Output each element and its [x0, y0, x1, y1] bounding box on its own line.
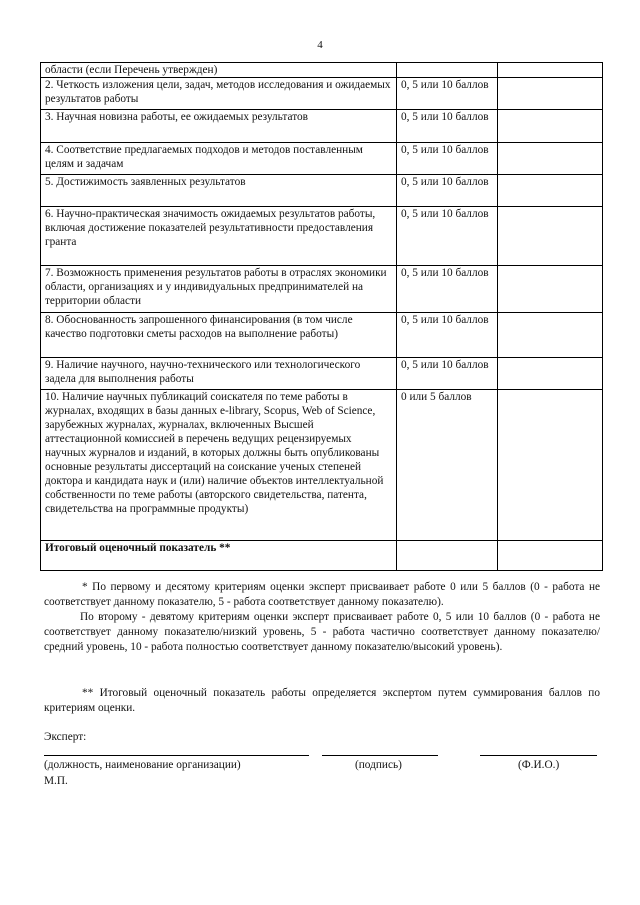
signature-caption: (подпись) — [355, 759, 402, 771]
score-cell: 0, 5 или 10 баллов — [397, 78, 498, 110]
table-row — [41, 143, 603, 175]
table-row — [41, 110, 603, 143]
page-number: 4 — [317, 39, 323, 51]
criterion-cell: 4. Соответствие предлагаемых подходов и методов поставленным целям и задачам — [41, 143, 397, 175]
expert-score-cell — [498, 78, 603, 110]
expert-score-cell — [498, 207, 603, 266]
name-line — [480, 755, 597, 756]
table-row — [41, 175, 603, 207]
score-cell — [397, 63, 498, 78]
criterion-cell: 5. Достижимость заявленных результатов — [41, 175, 397, 207]
score-cell: 0, 5 или 10 баллов — [397, 207, 498, 266]
expert-score-cell — [498, 175, 603, 207]
criterion-cell: 7. Возможность применения результатов работы в отраслях экономики области, организациях и у индивидуальных предпринимателей на территории области — [41, 266, 397, 313]
expert-score-cell — [498, 390, 603, 541]
signature-line — [322, 755, 438, 756]
expert-score-cell — [498, 266, 603, 313]
total-score-cell — [397, 541, 498, 571]
table-row — [41, 207, 603, 266]
footnote-total: ** Итоговый оценочный показатель работы определяется экспертом путем суммирования баллов по критериям оценки. — [44, 687, 600, 714]
score-cell: 0, 5 или 10 баллов — [397, 313, 498, 358]
score-cell: 0, 5 или 10 баллов — [397, 110, 498, 143]
table-row — [41, 390, 603, 541]
score-cell: 0, 5 или 10 баллов — [397, 358, 498, 390]
score-cell: 0, 5 или 10 баллов — [397, 266, 498, 313]
total-expert-cell — [498, 541, 603, 571]
total-label: Итоговый оценочный показатель ** — [41, 541, 397, 571]
criterion-cell: 9. Наличие научного, научно-технического или технологического задела для выполнения работы — [41, 358, 397, 390]
expert-label: Эксперт: — [44, 731, 87, 743]
footnote-total-block — [44, 686, 600, 716]
table-row — [41, 358, 603, 390]
criterion-cell: области (если Перечень утвержден) — [41, 63, 397, 78]
criterion-cell: 6. Научно-практическая значимость ожидаемых результатов работы, включая достижение показателей результативности предоставления гранта — [41, 207, 397, 266]
total-row — [41, 541, 603, 571]
expert-score-cell — [498, 63, 603, 78]
table-row — [41, 313, 603, 358]
footnote-second-ninth: По второму - девятому критериям оценки эксперт присваивает работе 0, 5 или 10 баллов (0 - работа не соответствует данному показателю/низкий уровень, 5 - работа частично соответствует данному показателю/средний уровень, 10 - работа полностью соответствует данному показателю/высокий уровень). — [44, 611, 600, 653]
criterion-cell: 10. Наличие научных публикаций соискателя по теме работы в журналах, входящих в базы данных e-library, Scopus, Web of Science, зарубежных журналах, журналах, включенных Высшей аттестационной комиссией в перечень ведущих рецензируемых научных журналов и изданий, в которых должны быть опубликованы основные результаты диссертаций на соискание ученых степеней доктора и кандидата наук и (или) наличие объектов интеллектуальной собственности по теме работы (авторского свидетельства, патента, свидетельства на программные продукты) — [41, 390, 397, 541]
expert-score-cell — [498, 358, 603, 390]
criterion-cell: 8. Обоснованность запрошенного финансирования (в том числе качество подготовки сметы расходов на выполнение работы) — [41, 313, 397, 358]
score-cell: 0, 5 или 10 баллов — [397, 143, 498, 175]
footnote-block — [44, 580, 600, 655]
criteria-table — [40, 62, 603, 571]
position-caption: (должность, наименование организации) — [44, 759, 241, 771]
score-cell: 0, 5 или 10 баллов — [397, 175, 498, 207]
score-cell: 0 или 5 баллов — [397, 390, 498, 541]
name-caption: (Ф.И.О.) — [518, 759, 560, 771]
expert-score-cell — [498, 143, 603, 175]
table-row — [41, 63, 603, 78]
footnote-first-tenth: * По первому и десятому критериям оценки эксперт присваивает работе 0 или 5 баллов (0 - работа не соответствует данному показателю, 5 - работа соответствует данному показателю). — [44, 581, 600, 608]
expert-score-cell — [498, 110, 603, 143]
table-row — [41, 78, 603, 110]
criterion-cell: 3. Научная новизна работы, ее ожидаемых результатов — [41, 110, 397, 143]
stamp-label: М.П. — [44, 775, 68, 787]
expert-score-cell — [498, 313, 603, 358]
table-row — [41, 266, 603, 313]
position-line — [44, 755, 309, 756]
criterion-cell: 2. Четкость изложения цели, задач, методов исследования и ожидаемых результатов работы — [41, 78, 397, 110]
